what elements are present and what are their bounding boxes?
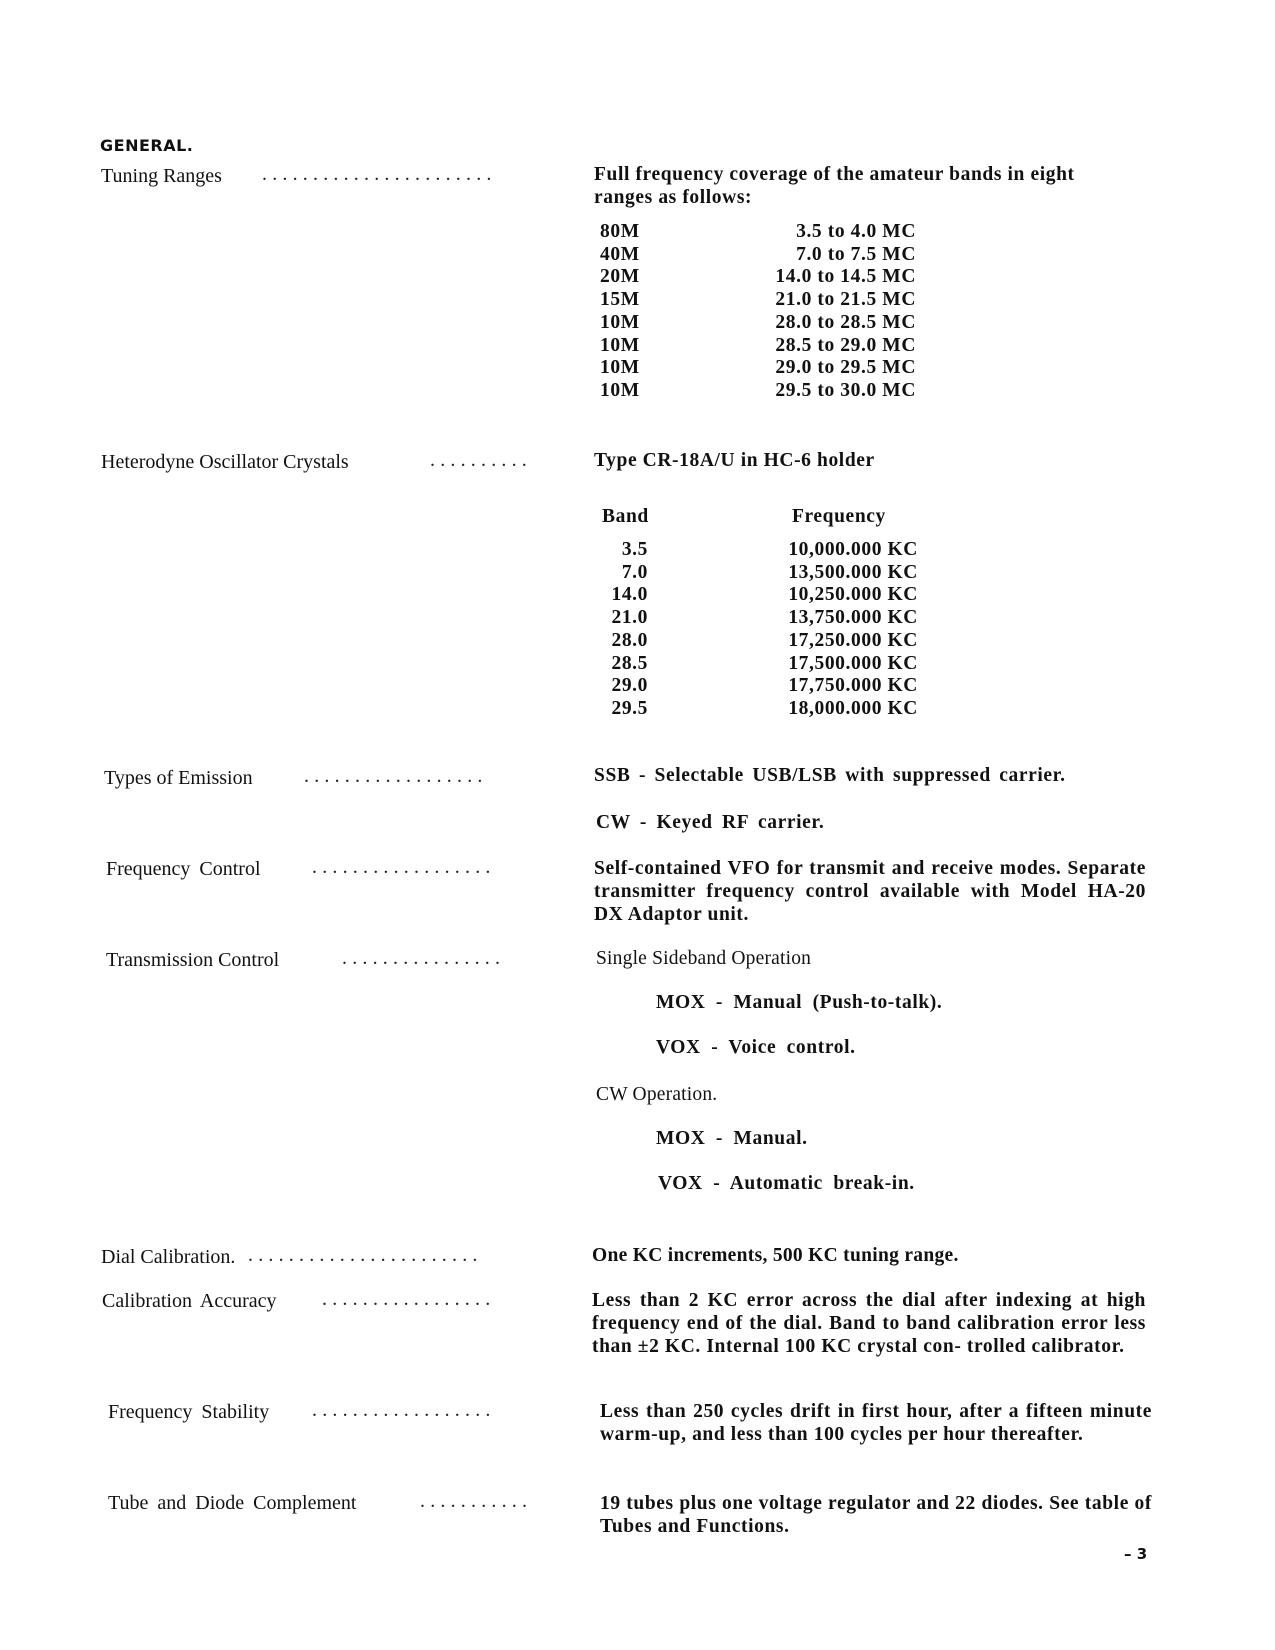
column-header-frequency: Frequency — [792, 506, 886, 527]
range-value: 29.0 to 29.5 MC — [775, 357, 916, 379]
crystal-frequency: 18,000.000 KC — [788, 697, 918, 719]
dot-leader: .......... — [430, 449, 532, 471]
dot-leader: .................. — [304, 765, 488, 787]
range-band: 80M — [600, 221, 640, 242]
spec-label: Types of Emission — [104, 767, 253, 789]
range-band: 10M — [600, 334, 640, 356]
range-band: 20M — [600, 266, 640, 288]
spec-value: MOX - Manual. — [656, 1128, 808, 1149]
spec-value: ranges as follows: — [594, 187, 753, 208]
crystal-frequency: 13,500.000 KC — [788, 561, 918, 583]
crystal-frequency: 17,750.000 KC — [788, 675, 918, 697]
crystal-frequency: 10,250.000 KC — [788, 584, 918, 606]
crystal-frequency: 17,500.000 KC — [788, 652, 918, 674]
spec-label: Dial Calibration. — [101, 1246, 236, 1268]
range-value: 7.0 to 7.5 MC — [796, 243, 916, 265]
crystal-band: 29.0 — [611, 675, 648, 697]
section-heading: GENERAL. — [100, 136, 194, 155]
spec-value: Less than 250 cycles drift in first hour, after a fifteen minute warm-up, and less than 100 cycles per hour thereafter. — [600, 1401, 1152, 1445]
dot-leader: ....................... — [262, 163, 497, 185]
crystal-band: 28.0 — [611, 629, 648, 651]
range-value: 29.5 to 30.0 MC — [775, 379, 916, 401]
spec-value: MOX - Manual (Push-to-talk). — [656, 992, 943, 1013]
dot-leader: .................. — [312, 1399, 496, 1421]
spec-value: Self-contained VFO for transmit and receive modes. Separate transmitter frequency control available with Model HA-20 DX Adaptor unit. — [594, 858, 1146, 925]
crystal-band: 29.5 — [611, 697, 648, 719]
crystal-band: 7.0 — [621, 561, 648, 583]
range-band: 40M — [600, 243, 640, 265]
spec-value: One KC increments, 500 KC tuning range. — [592, 1245, 959, 1266]
spec-value: Full frequency coverage of the amateur bands in eight — [594, 164, 1075, 185]
spec-value: Type CR-18A/U in HC-6 holder — [594, 450, 875, 471]
range-band: 10M — [600, 379, 640, 401]
spec-label: Frequency Stability — [108, 1401, 270, 1423]
spec-value: CW - Keyed RF carrier. — [596, 812, 825, 833]
spec-value: 19 tubes plus one voltage regulator and 22 diodes. See table of Tubes and Functions. — [600, 1493, 1152, 1537]
range-value: 28.0 to 28.5 MC — [775, 311, 916, 333]
crystal-frequency: 10,000.000 KC — [788, 539, 918, 560]
crystal-band: 14.0 — [611, 584, 648, 606]
page-number: – 3 — [1124, 1545, 1148, 1563]
spec-label: Frequency Control — [106, 858, 261, 880]
spec-value: CW Operation. — [596, 1084, 718, 1105]
range-band: 10M — [600, 311, 640, 333]
spec-label: Tube and Diode Complement — [108, 1492, 357, 1514]
spec-label: Calibration Accuracy — [102, 1290, 277, 1312]
spec-value: Single Sideband Operation — [596, 948, 812, 969]
dot-leader: .................. — [312, 856, 496, 878]
crystal-band: 28.5 — [611, 652, 648, 674]
column-header-band: Band — [602, 506, 649, 527]
crystal-frequency: 13,750.000 KC — [788, 607, 918, 629]
dot-leader: ........... — [420, 1490, 533, 1512]
crystal-band: 3.5 — [621, 539, 648, 560]
spec-label: Heterodyne Oscillator Crystals — [101, 451, 349, 473]
crystal-frequency: 17,250.000 KC — [788, 629, 918, 651]
spec-label: Transmission Control — [106, 949, 280, 971]
range-value: 21.0 to 21.5 MC — [775, 289, 916, 311]
range-value: 28.5 to 29.0 MC — [775, 334, 916, 356]
spec-value: SSB - Selectable USB/LSB with suppressed carrier. — [594, 765, 1066, 786]
spec-value: VOX - Automatic break-in. — [658, 1173, 915, 1194]
spec-label: Tuning Ranges — [101, 165, 222, 187]
spec-value: Less than 2 KC error across the dial after indexing at high frequency end of the dial. Band to band calibration error less than ±2 KC. Internal 100 KC crystal con- trolled calibrator. — [592, 1290, 1146, 1357]
range-value: 3.5 to 4.0 MC — [796, 221, 916, 242]
dot-leader: ....................... — [248, 1244, 483, 1266]
range-value: 14.0 to 14.5 MC — [775, 266, 916, 288]
dot-leader: ................. — [322, 1288, 496, 1310]
range-band: 15M — [600, 289, 640, 311]
crystal-band: 21.0 — [611, 607, 648, 629]
dot-leader: ................ — [342, 947, 506, 969]
range-band: 10M — [600, 357, 640, 379]
spec-value: VOX - Voice control. — [656, 1037, 856, 1058]
